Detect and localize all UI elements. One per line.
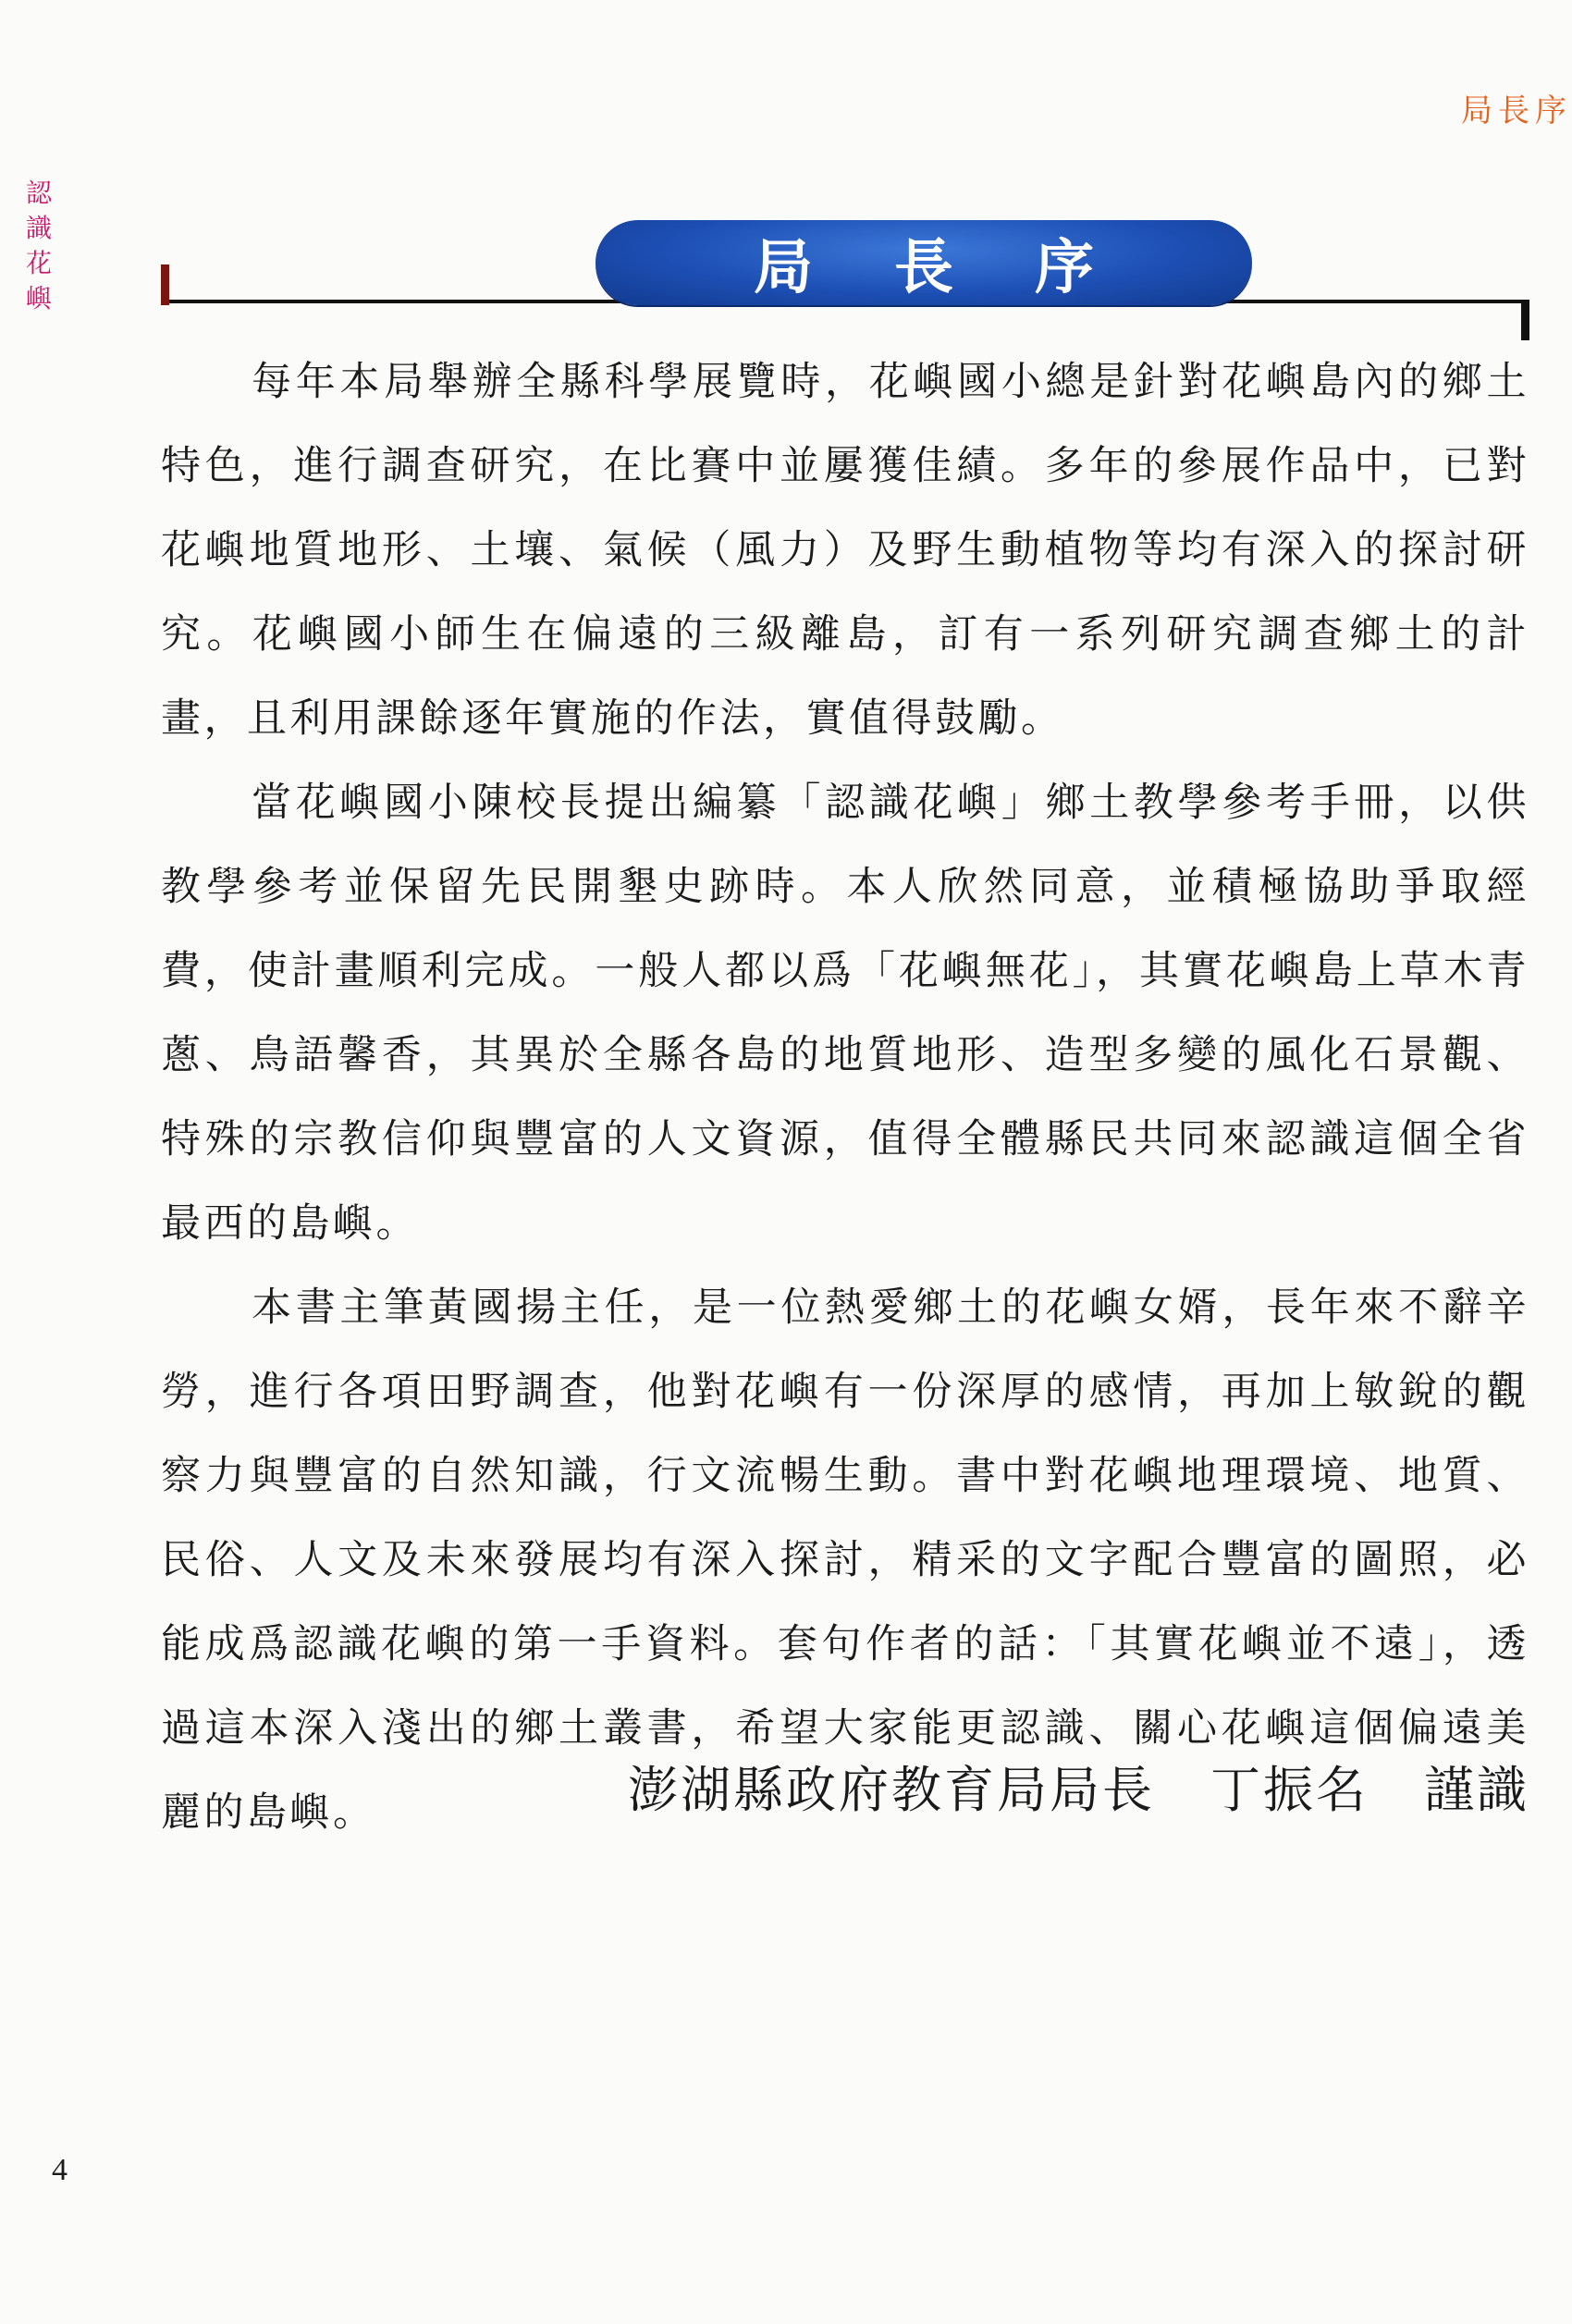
section-tab: 局長序 [1461, 92, 1572, 129]
sidebar-book-title [20, 176, 57, 316]
paragraph: 每年本局舉辦全縣科學展覽時，花嶼國小總是針對花嶼島內的鄉土特色，進行調查研究，在比賽中並屢獲佳績。多年的參展作品中，已對花嶼地質地形、土壤、氣候（風力）及野生動植物等均有深入的探討研究。花嶼國小師生在偏遠的三級離島，訂有一系列研究調查鄉土的計畫，且利用課餘逐年實施的作法，實值得鼓勵。 [161, 359, 1529, 742]
signature-title: 澎湖縣政府教育局局長 [628, 1761, 1155, 1819]
signature-closing: 謹識 [1424, 1761, 1529, 1819]
title-rule-right-tick [1521, 300, 1529, 340]
page-title: 局長序 [596, 220, 1252, 305]
sidebar-char: 花 [25, 248, 52, 278]
paragraph: 本書主筆黃國揚主任，是一位熱愛鄉土的花嶼女婿，長年來不辭辛勞，進行各項田野調查，他對花嶼有一份深厚的感情，再加上敏銳的觀察力與豐富的自然知識，行文流暢生動。書中對花嶼地理環境、地質、民俗、人文及未來發展均有深入探討，精采的文字配合豐富的圖照，必能成爲認識花嶼的第一手資料。套句作者的話：「其實花嶼並不遠」，透過這本深入淺出的鄉土叢書，希望大家能更認識、關心花嶼這個偏遠美麗的島嶼。 [161, 1285, 1529, 1836]
title-rule-left-tick [161, 264, 169, 305]
sidebar-char: 嶼 [25, 283, 52, 314]
paragraph: 當花嶼國小陳校長提出編纂「認識花嶼」鄉土教學參考手冊，以供教學參考並保留先民開墾史跡時。本人欣然同意，並積極協助爭取經費，使計畫順利完成。一般人都以爲「花嶼無花」，其實花嶼島上草木青蔥、鳥語馨香，其異於全縣各島的地質地形、造型多變的風化石景觀、特殊的宗教信仰與豐富的人文資源，值得全體縣民共同來認識這個全省最西的島嶼。 [161, 780, 1529, 1247]
signature-name: 丁振名 [1210, 1761, 1369, 1819]
sidebar-char: 識 [25, 213, 52, 243]
preface-body [161, 340, 1529, 1855]
page-number: 4 [52, 2153, 68, 2187]
sidebar-char: 認 [25, 178, 52, 208]
title-banner [161, 220, 1529, 359]
signature [628, 1751, 1529, 1822]
